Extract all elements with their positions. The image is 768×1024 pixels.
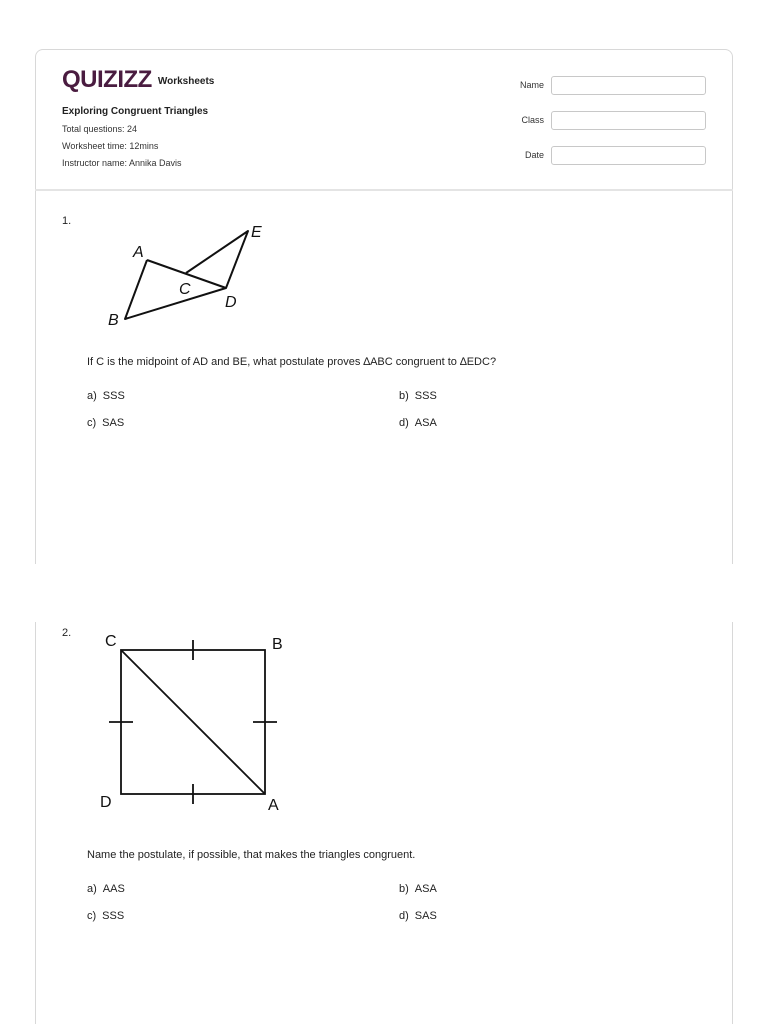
diagonal-ca xyxy=(121,650,265,794)
question-2-text: Name the postulate, if possible, that makes the triangles congruent. xyxy=(87,849,416,861)
vertex-label-c: C xyxy=(179,281,191,298)
class-field[interactable] xyxy=(551,111,706,130)
brand-subtitle: Worksheets xyxy=(157,75,215,87)
vertex-label-a: A xyxy=(133,244,144,261)
brand-name: QUIZIZZ xyxy=(62,66,152,93)
option-text: SSS xyxy=(414,390,437,402)
total-questions: Total questions: 24 xyxy=(62,124,138,134)
instructor-name: Instructor name: Annika Davis xyxy=(62,158,182,168)
triangle-edc xyxy=(186,231,248,288)
question-1-figure xyxy=(100,215,280,330)
question-2-option-a[interactable] xyxy=(87,883,125,895)
question-2-figure xyxy=(95,625,300,820)
option-text: ASA xyxy=(414,883,437,895)
option-letter: d) xyxy=(399,417,409,429)
question-1-option-d[interactable] xyxy=(399,417,437,429)
triangle-abc xyxy=(125,260,226,319)
header-divider xyxy=(35,189,733,191)
question-2-option-c[interactable] xyxy=(87,910,124,922)
option-letter: a) xyxy=(87,390,97,402)
question-1-number: 1. xyxy=(62,215,72,227)
option-letter: d) xyxy=(399,910,409,922)
name-field[interactable] xyxy=(551,76,706,95)
vertex-label-a: A xyxy=(268,797,279,814)
class-label: Class xyxy=(521,115,544,125)
vertex-label-d: D xyxy=(100,794,112,811)
vertex-label-c: C xyxy=(105,633,117,650)
question-2-number: 2. xyxy=(62,627,72,639)
vertex-label-b: B xyxy=(108,312,119,329)
worksheet-title: Exploring Congruent Triangles xyxy=(62,106,209,117)
question-2-option-b[interactable] xyxy=(399,883,437,895)
option-letter: a) xyxy=(87,883,97,895)
option-letter: c) xyxy=(87,417,97,429)
worksheet-time: Worksheet time: 12mins xyxy=(62,141,159,151)
option-letter: b) xyxy=(399,390,409,402)
vertex-label-b: B xyxy=(272,636,283,653)
option-text: SSS xyxy=(102,390,125,402)
question-2-option-d[interactable] xyxy=(399,910,437,922)
question-1-text: If C is the midpoint of AD and BE, what postulate proves ∆ABC congruent to ∆EDC? xyxy=(87,356,497,368)
vertex-label-e: E xyxy=(251,224,262,241)
vertex-label-d: D xyxy=(225,294,237,311)
quizizz-logo xyxy=(62,66,214,94)
question-1-option-b[interactable] xyxy=(399,390,437,402)
question-1-option-a[interactable] xyxy=(87,390,125,402)
option-text: SAS xyxy=(414,910,437,922)
name-label: Name xyxy=(519,80,544,90)
date-field[interactable] xyxy=(551,146,706,165)
option-letter: c) xyxy=(87,910,97,922)
question-1-option-c[interactable] xyxy=(87,417,124,429)
option-text: AAS xyxy=(102,883,125,895)
date-label: Date xyxy=(524,150,544,160)
option-text: ASA xyxy=(414,417,437,429)
option-text: SAS xyxy=(102,417,125,429)
option-letter: b) xyxy=(399,883,409,895)
option-text: SSS xyxy=(102,910,125,922)
